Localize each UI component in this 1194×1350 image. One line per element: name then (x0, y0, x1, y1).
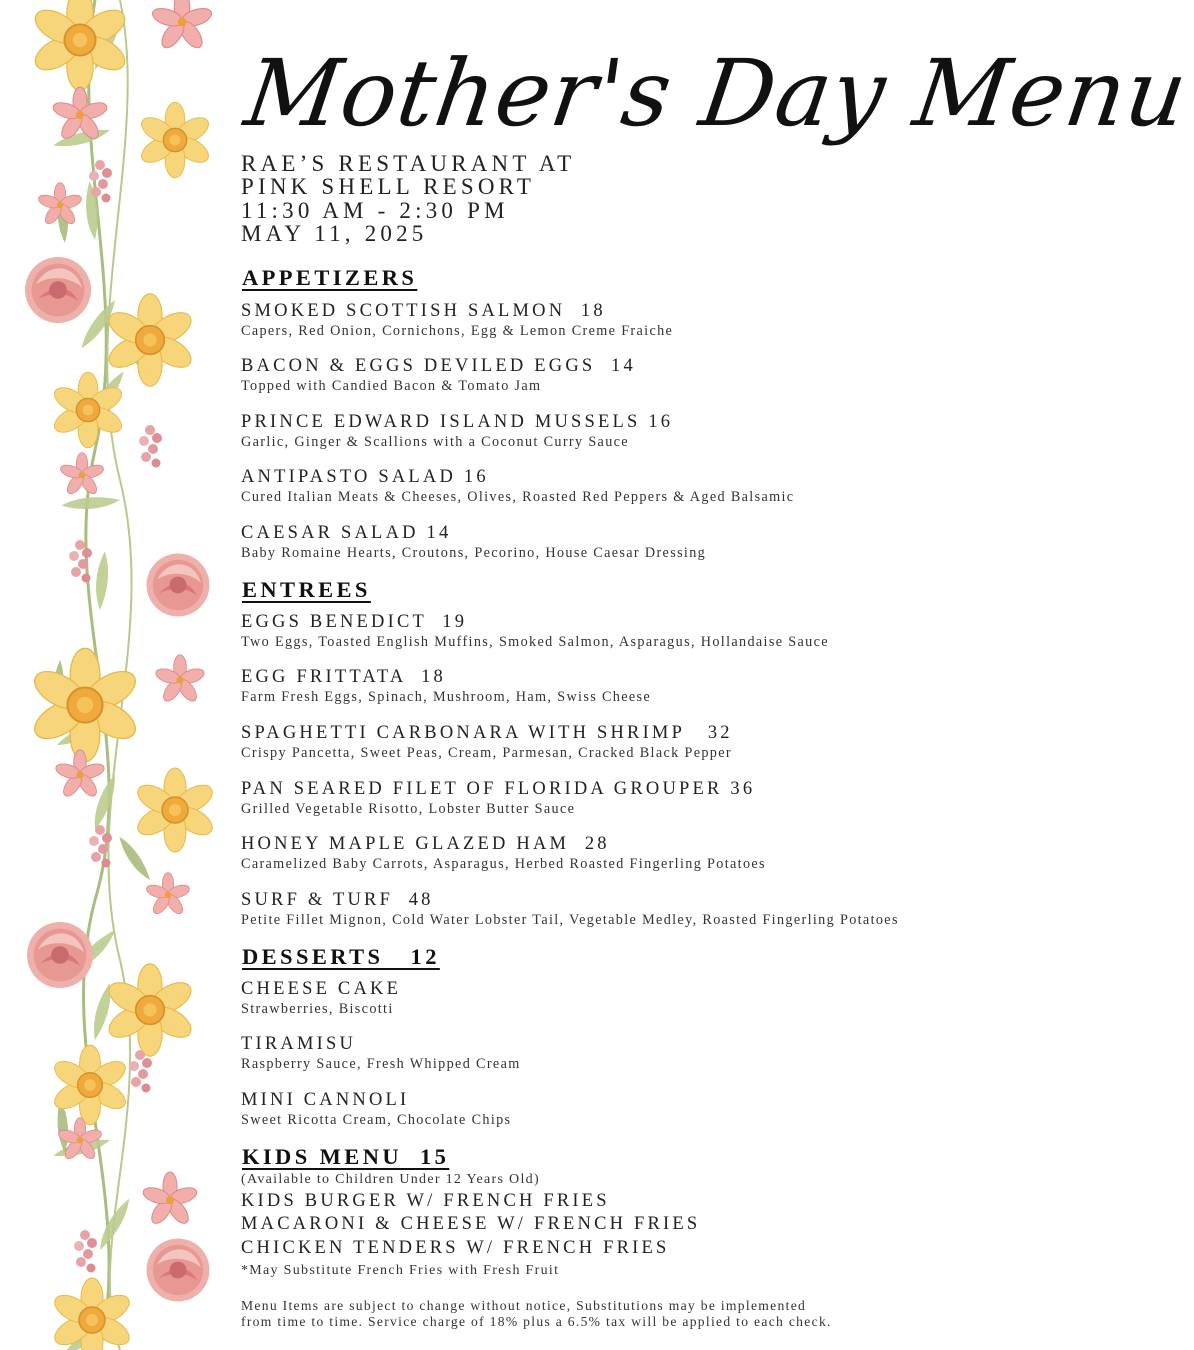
disclaimer (241, 1298, 832, 1329)
kids-menu-list (241, 1190, 700, 1260)
menu-item (241, 611, 829, 651)
floral-border-illustration (0, 0, 225, 1350)
menu-item-name: PAN SEARED FILET OF FLORIDA GROUPER 36 (241, 779, 756, 799)
menu-item (241, 778, 755, 818)
menu-item-description: Crispy Pancetta, Sweet Peas, Cream, Parmesan, Cracked Black Pepper (241, 745, 732, 761)
menu-item (241, 1089, 511, 1129)
menu-item-description: Caramelized Baby Carrots, Asparagus, Herbed Roasted Fingerling Potatoes (241, 856, 766, 872)
menu-item-description: Cured Italian Meats & Cheeses, Olives, Roasted Red Peppers & Aged Balsamic (241, 489, 795, 505)
menu-item (241, 355, 636, 395)
menu-item-description: Raspberry Sauce, Fresh Whipped Cream (241, 1056, 521, 1072)
menu-item-name: MINI CANNOLI (241, 1090, 410, 1110)
disclaimer-line: from time to time. Service charge of 18% plus a 6.5% tax will be applied to each check. (241, 1313, 832, 1329)
menu-item-name: CHEESE CAKE (241, 979, 402, 999)
entrees-heading: ENTREES (242, 577, 371, 602)
menu-item-name: SPAGHETTI CARBONARA WITH SHRIMP 32 (241, 723, 733, 743)
desserts-heading: DESSERTS 12 (242, 944, 440, 969)
menu-item-name: HONEY MAPLE GLAZED HAM 28 (241, 834, 610, 854)
menu-item (241, 466, 794, 506)
menu-item-name: TIRAMISU (241, 1034, 357, 1054)
menu-item-description: Petite Fillet Mignon, Cold Water Lobster Tail, Vegetable Medley, Roasted Fingerling Potatoes (241, 912, 899, 928)
menu-item-name: EGG FRITTATA 18 (241, 667, 446, 687)
kids-age-note: (Available to Children Under 12 Years Old) (241, 1172, 540, 1187)
menu-item-description: Topped with Candied Bacon & Tomato Jam (241, 378, 542, 394)
menu-item-name: ANTIPASTO SALAD 16 (241, 467, 489, 487)
menu-item (241, 722, 733, 762)
menu-item-description: Capers, Red Onion, Cornichons, Egg & Lemon Creme Fraiche (241, 323, 674, 339)
event-date: MAY 11, 2025 (241, 220, 428, 246)
restaurant-name-line-1: RAE’S RESTAURANT AT (241, 151, 576, 176)
kids-menu-heading: KIDS MENU 15 (242, 1144, 450, 1169)
menu-item-name: SURF & TURF 48 (241, 890, 434, 910)
menu-item-name: CAESAR SALAD 14 (241, 523, 452, 543)
menu-item-description: Grilled Vegetable Risotto, Lobster Butter Sauce (241, 801, 576, 817)
substitution-note: *May Substitute French Fries with Fresh Fruit (241, 1263, 560, 1278)
service-hours: 11:30 AM - 2:30 PM (241, 197, 509, 223)
menu-item-description: Two Eggs, Toasted English Muffins, Smoked Salmon, Asparagus, Hollandaise Sauce (241, 634, 829, 650)
kids-menu-item: CHICKEN TENDERS W/ FRENCH FRIES (241, 1237, 670, 1258)
menu-item-name: EGGS BENEDICT 19 (241, 612, 468, 632)
restaurant-info (241, 152, 575, 245)
menu-item-description: Strawberries, Biscotti (241, 1001, 394, 1017)
menu-item (241, 300, 673, 340)
menu-item-name: SMOKED SCOTTISH SALMON 18 (241, 301, 606, 321)
menu-title: Mother's Day Menu (239, 40, 1194, 147)
disclaimer-line: Menu Items are subject to change without notice, Substitutions may be implemented (241, 1298, 807, 1313)
restaurant-name-line-2: PINK SHELL RESORT (241, 174, 536, 200)
menu-item (241, 666, 651, 706)
menu-item (241, 978, 401, 1018)
menu-item (241, 833, 766, 873)
menu-item-description: Baby Romaine Hearts, Croutons, Pecorino, House Caesar Dressing (241, 545, 707, 561)
kids-menu-item: MACARONI & CHEESE W/ FRENCH FRIES (241, 1214, 701, 1235)
menu-item (241, 411, 673, 451)
menu-item (241, 522, 706, 562)
menu-item-description: Garlic, Ginger & Scallions with a Coconut Curry Sauce (241, 434, 629, 450)
appetizers-heading: APPETIZERS (242, 265, 418, 290)
menu-item (241, 889, 899, 929)
menu-item (241, 1033, 521, 1073)
menu-item-description: Sweet Ricotta Cream, Chocolate Chips (241, 1112, 512, 1128)
kids-menu-item: KIDS BURGER W/ FRENCH FRIES (241, 1191, 610, 1211)
menu-item-name: BACON & EGGS DEVILED EGGS 14 (241, 356, 636, 376)
menu-item-description: Farm Fresh Eggs, Spinach, Mushroom, Ham, Swiss Cheese (241, 689, 652, 705)
menu-item-name: PRINCE EDWARD ISLAND MUSSELS 16 (241, 412, 674, 432)
